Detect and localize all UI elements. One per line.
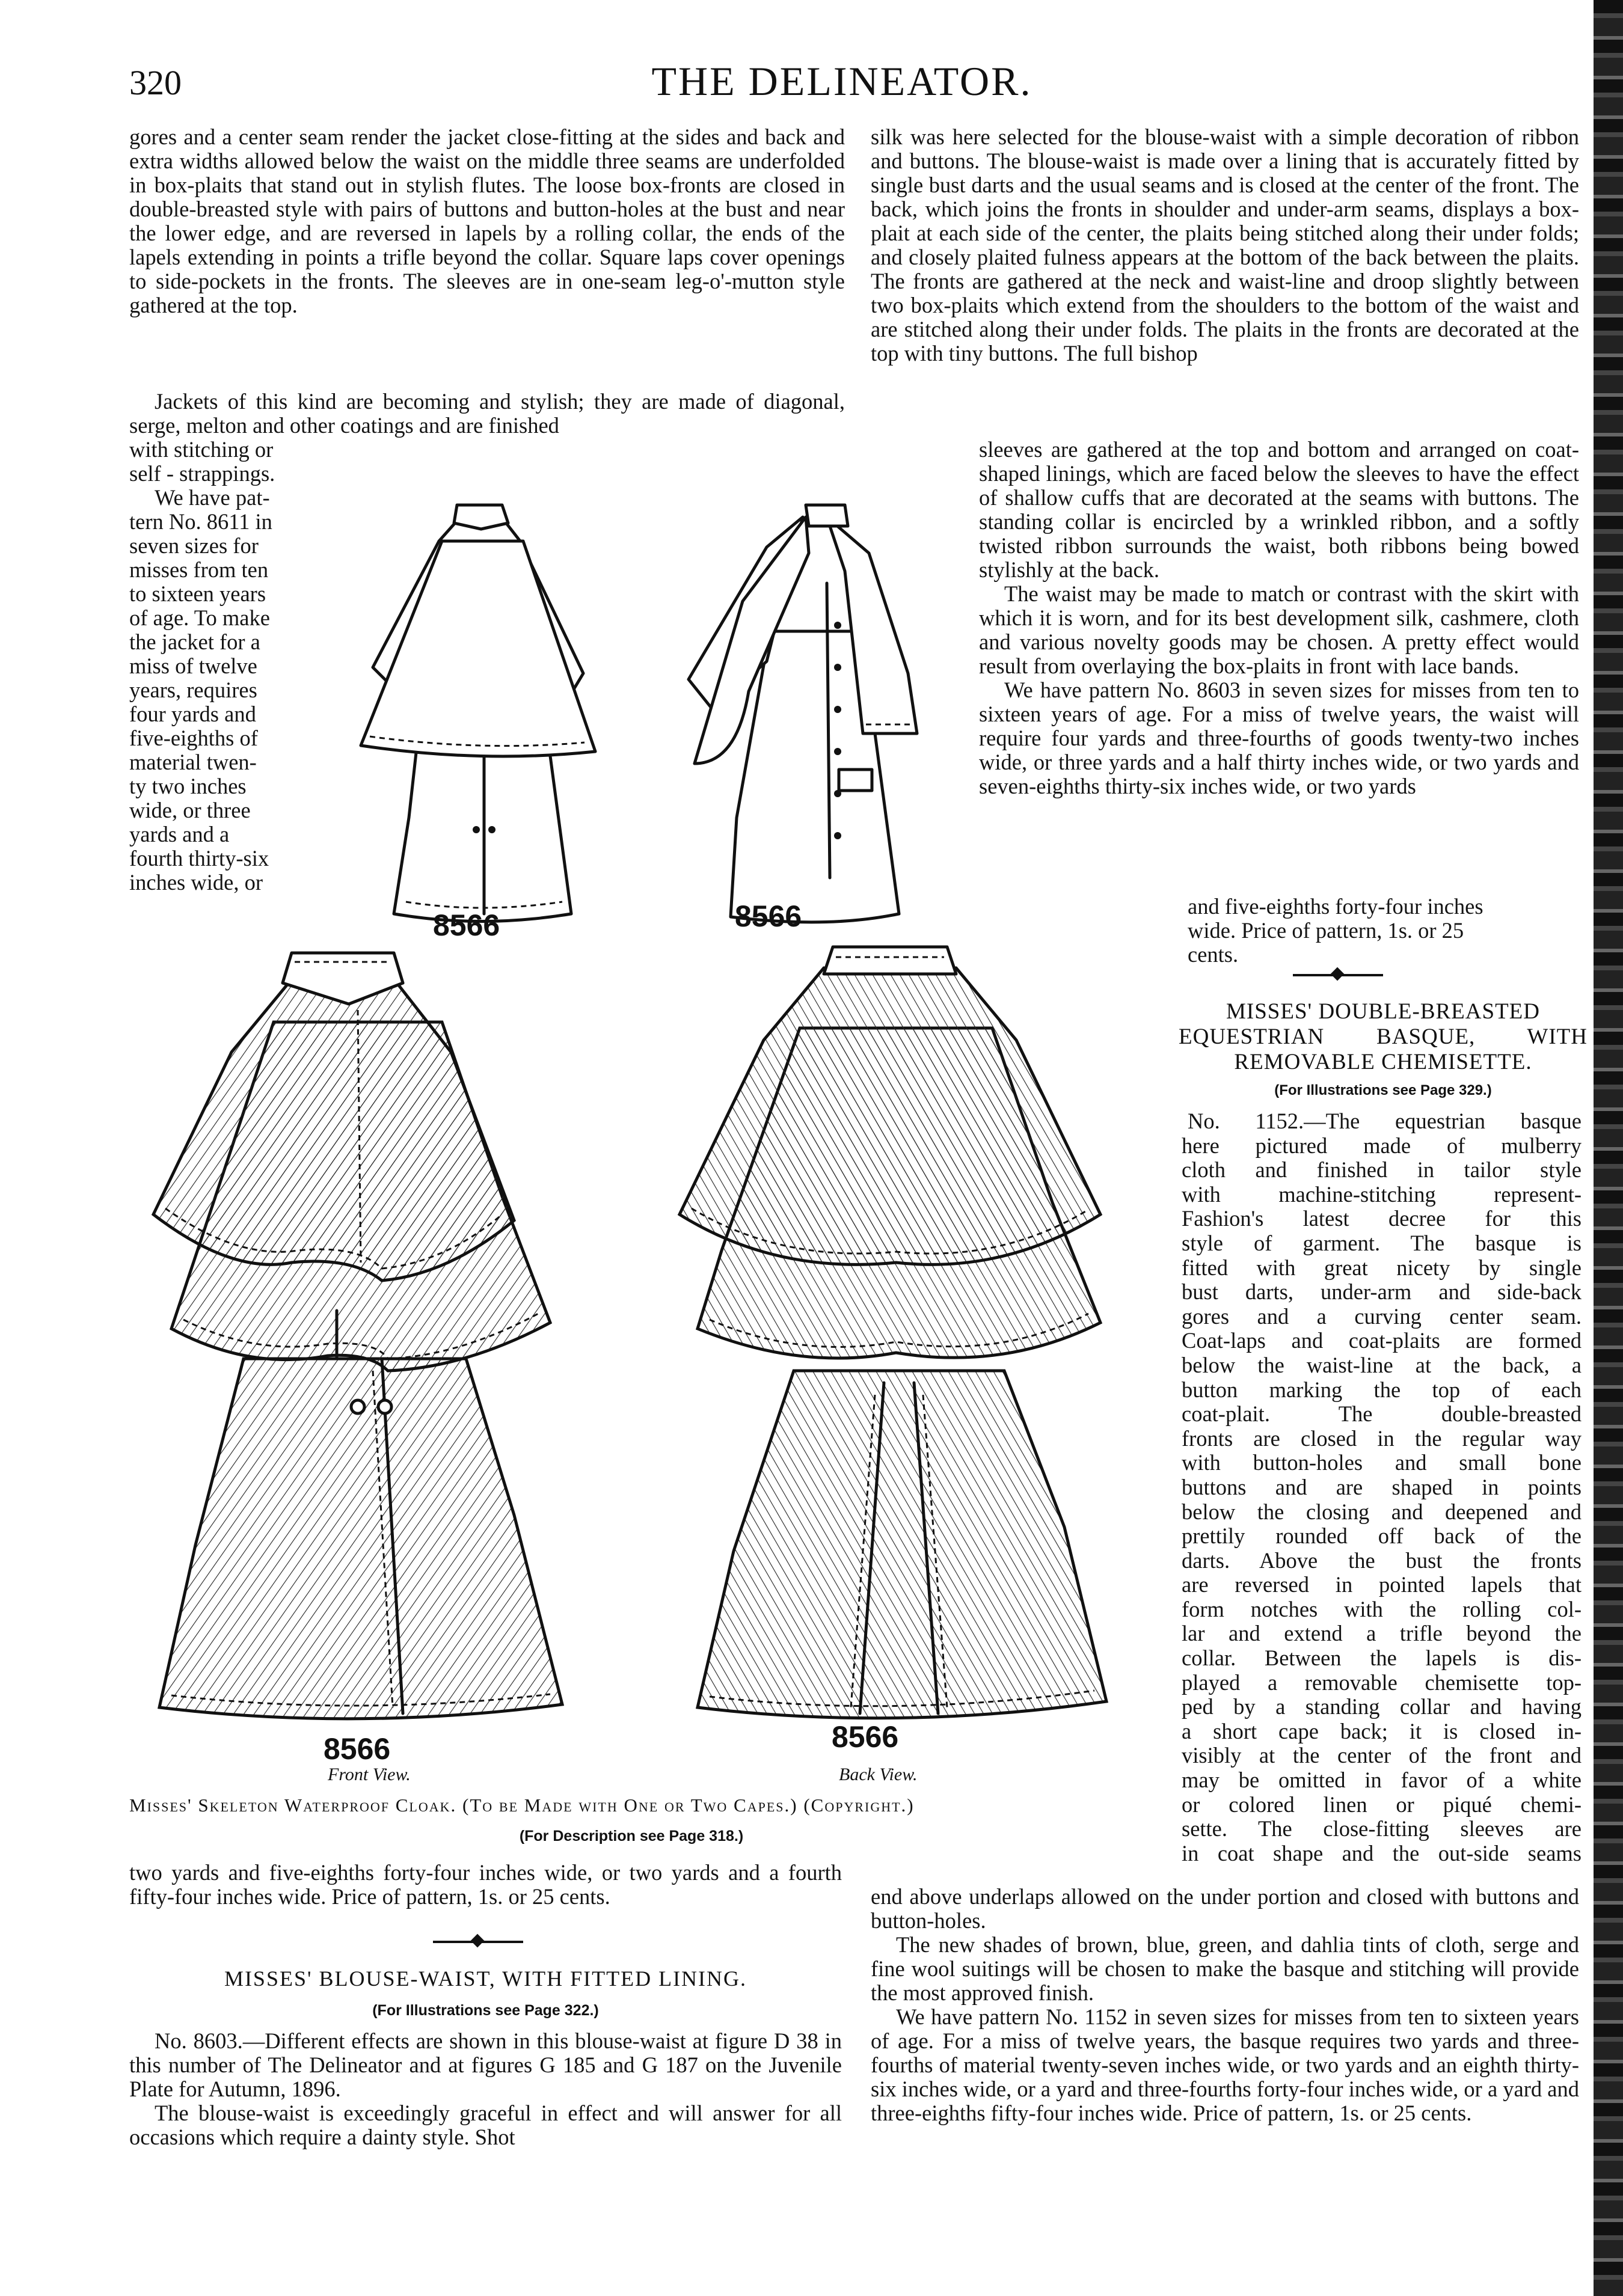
large-figure-number-right: 8566	[832, 1720, 899, 1754]
left-column-paragraph-2: Jackets of this kind are becoming and stylish; they are made of diagonal, serge, melton and other coatings and are finished	[129, 389, 845, 438]
bottom-right-article-body: end above underlaps allowed on the under portion and closed with buttons and button-holes. The new shades of brown, blue, green, and dahlia tints of cloth, serge and fine wool suitings will be chosen to make the basque and stitching will provide the most approved finish. We have pattern No. 1152 in seven sizes for misses from ten to sixteen years of age. For a miss of twelve years, the basque requires two yards and three-fourths of material twenty-seven inches wide, or two yards and an eighth thirty-six inches wide, or a yard and three-fourths forty-four inches wide, or a yard and three-eighths fifty-four inches wide. Price of pattern, 1s. or 25 cents.	[871, 1884, 1579, 2125]
blouse-waist-heading: MISSES' BLOUSE-WAIST, WITH FITTED LINING.	[224, 1967, 747, 1991]
left-column-narrow-text: with stitching or self - strappings. We have pat- tern No. 8611 in seven sizes for misses from ten to sixteen years of age. To make the jacket for a miss of twelve years, requires four yards and five-eighths of material twen- ty two inches wide, or three yards and a fourth thirty-six inches wide, or	[129, 437, 275, 895]
figure-caption: Misses' Skeleton Waterproof Cloak. (To be Made with One or Two Capes.) (Copyright.)	[129, 1795, 915, 1816]
basque-reference: (For Illustrations see Page 329.)	[1274, 1082, 1492, 1098]
front-view-label: Front View.	[328, 1765, 411, 1784]
blouse-waist-reference: (For Illustrations see Page 322.)	[372, 2002, 599, 2019]
page-edge-shadow	[1594, 0, 1623, 2296]
bottom-left-paragraph-1: two yards and five-eighths forty-four inches wide, or two yards and a fourth fifty-four inches wide. Price of pattern, 1s. or 25 cents.	[129, 1860, 842, 1909]
small-cloak-front-illustration	[337, 481, 625, 932]
basque-heading: MISSES' DOUBLE-BREASTED EQUESTRIAN BASQUE, WITH REMOVABLE CHEMISETTE.	[1179, 999, 1588, 1074]
bottom-left-article-body: No. 8603.—Different effects are shown in this blouse-waist at figure D 38 in this number of The Delineator and at figures G 185 and G 187 on the Juvenile Plate for Autumn, 1896. The blouse-waist is exceedingly graceful in effect and will answer for all occasions which require a dainty style. Shot	[129, 2028, 842, 2149]
back-view-label: Back View.	[839, 1765, 918, 1784]
small-figure-number-left: 8566	[433, 908, 500, 942]
large-figure-number-left: 8566	[324, 1732, 391, 1766]
bottom-left-divider-ornament	[471, 1934, 485, 1948]
right-column-wide-text: silk was here selected for the blouse-waist with a simple decoration of ribbon and buttons. The blouse-waist is made over a lining that is accurately fitted by single bust darts and the usual seams and is closed at the center of the front. The back, which joins the fronts in shoulder and under-arm seams, displays a box-plait at each side of the center, the plaits being stitched along their under folds; and closely plaited fulness appears at the bottom of the back between the plaits. The fronts are gathered at the neck and waist-line and droop slightly between two box-plaits which extend from the shoulders to the bottom of the waist and are stitched along their under folds. The plaits in the fronts are decorated at the top with tiny buttons. The full bishop	[871, 124, 1579, 366]
right-column-narrow-end: and five-eighths forty-four inches wide. Price of pattern, 1s. or 25 cents.	[1188, 894, 1483, 967]
page-number: 320	[129, 63, 182, 102]
small-cloak-side-illustration	[646, 481, 959, 932]
basque-article-body: No. 1152.—The equestrian basque here pictured made of mulberry cloth and finished in tailor style with machine-stitching represent- Fashion's latest decree for this style of garment. The basque is fitted with great nicety by single bust darts, under-arm and side-back gores and a curving center seam. Coat-laps and coat-plaits are formed below the waist-line at the back, a button marking the top of each coat-plait. The double-breasted fronts are closed in the regular way with button-holes and small bone buttons and are shaped in points below the closing and deepened and prettily rounded off back of the darts. Above the bust the fronts are reversed in pointed lapels that form notches with the rolling col- lar and extend a trifle beyond the collar. Between the lapels is dis- played a removable chemisette top- ped by a standing collar and having a short cape back; it is closed in- visibly at the center of the front and may be omitted in favor of a white or colored linen or piqué chemi- sette. The close-fitting sleeves are in coat shape and the out-side seams	[1182, 1109, 1582, 1866]
magazine-title: THE DELINEATOR.	[651, 58, 1032, 104]
figure-caption-reference: (For Description see Page 318.)	[519, 1828, 744, 1844]
small-figure-number-right: 8566	[735, 899, 802, 933]
right-column-indented-text: sleeves are gathered at the top and bottom and arranged on coat-shaped linings, which are faced below the sleeves to have the effect of shallow cuffs that are decorated at the seams with buttons. The standing collar is encircled by a wrinkled ribbon, and a softly twisted ribbon surrounds the waist, both ribbons being bowed stylishly at the back. The waist may be made to match or contrast with the skirt with which it is worn, and for its best development silk, cashmere, cloth and various novelty goods may be chosen. A pretty effect would result from overlaying the box-plaits in front with lace bands. We have pattern No. 8603 in seven sizes for misses from ten to sixteen years of age. For a miss of twelve years, the waist will require four yards and three-fourths of goods twenty-two inches wide, or three yards and a half thirty inches wide, or two yards and seven-eighths thirty-six inches wide, or two yards	[979, 437, 1579, 798]
divider-diamond	[1331, 967, 1345, 981]
large-cloak-front-illustration	[129, 938, 598, 1731]
left-column-paragraph-1: gores and a center seam render the jacket close-fitting at the sides and back and extra widths allowed below the waist on the middle three seams are underfolded in box-plaits that stand out in stylish flutes. The loose box-fronts are closed in double-breasted style with pairs of buttons and button-holes at the bust and near the lower edge, and are reversed in lapels by a rolling collar, the ends of the lapels extending in points a trifle beyond the collar. Square laps cover openings to side-pockets in the fronts. The sleeves are in one-seam leg-o'-mutton style gathered at the top.	[129, 124, 845, 317]
large-cloak-back-illustration	[643, 938, 1143, 1731]
